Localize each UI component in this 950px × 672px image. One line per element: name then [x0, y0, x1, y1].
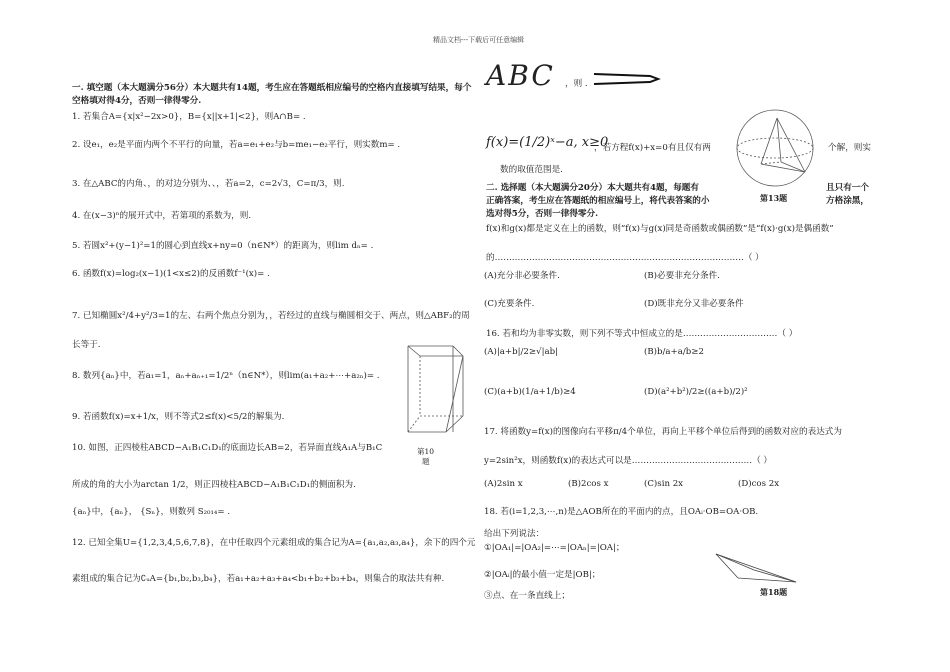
question-18-given: 给出下列说法： [484, 529, 545, 539]
question-10-line1: 10. 如图，正四棱柱ABCD−A₁B₁C₁D₁的底面边长AB=2，若异面直线A₁A与B₁C [72, 443, 383, 453]
question-15-option-b: (B)必要非充分条件. [644, 271, 720, 281]
q14-end: 数的取值范围是. [500, 165, 563, 175]
question-18-statement-2: ②|OAᵢ|的最小值一定是|OB|； [484, 570, 601, 580]
section1-heading-line1: 一. 填空题（本大题满分56分）本大题共有14题，考生应在答题纸相应编号的空格内直接填写结果，每个 [72, 83, 472, 93]
question-16-option-a: (A)|a+b|/2≥√|ab| [484, 347, 558, 357]
question-18: 18. 若(i=1,2,3,⋯,n)是△AOB所在的平面内的点，且OAᵢ·OB=OA·OB. [484, 507, 759, 517]
question-18-statement-3: ③点、在一条直线上； [484, 591, 570, 601]
question-17-option-d: (D)cos 2x [738, 479, 780, 489]
section2-heading-line4: 方格涂黑， [826, 196, 869, 206]
q14-tail: 个解，则实 [828, 143, 871, 153]
question-17-line2: y=2sin²x，则函数f(x)的表达式可以是……………………………………（ ） [484, 456, 773, 466]
figure-10-caption-1: 第10 [417, 447, 435, 456]
question-12-line2: 素组成的集合记为∁ᵤA={b₁,b₂,b₃,b₄}，若a₁+a₂+a₃+a₄<b₁+b₂+b₃+b₄，则集合的取法共有种. [72, 574, 445, 584]
question-15-line1: f(x)和g(x)都是定义在上的函数，则“f(x)与g(x)同是奇函数或偶函数”是“f(x)·g(x)是偶函数” [486, 224, 834, 234]
question-7-line1: 7. 已知椭圆x²/4+y²/3=1的左、右两个焦点分别为，，若经过的直线与椭圆相交于、两点，则△ABF₂的周 [72, 311, 470, 321]
section1-heading-line2: 空格填对得4分，否则一律得零分. [72, 96, 202, 106]
question-15-option-c: (C)充要条件. [484, 299, 535, 309]
question-16-option-d: (D)(a²+b²)/2≥((a+b)/2)² [644, 387, 748, 397]
question-9: 9. 若函数f(x)=x+1/x，则不等式2≤f(x)<5/2的解集为. [72, 412, 285, 422]
section2-heading-line1: 二. 选择题（本大题满分20分）本大题共有4题，每题有 [486, 183, 699, 193]
question-15-line2: 的……………………………………………………………………………（ ） [486, 253, 764, 263]
section2-heading-line5: 选对得5分，否则一律得零分. [486, 209, 599, 219]
question-3: 3. 在△ABC的内角、，的对边分别为、、，若a=2，c=2√3，C=π/3，则. [72, 179, 345, 189]
figure-13-caption: 第13题 [760, 193, 788, 203]
question-15-option-a: (A)充分非必要条件. [484, 271, 560, 281]
question-16: 16. 若和均为非零实数，则下列不等式中恒成立的是……………………………（ ） [486, 329, 798, 339]
question-17-option-c: (C)sin 2x [644, 479, 684, 489]
figure-13-sphere [733, 104, 817, 194]
question-10-line2: 所成的角的大小为arctan 1/2，则正四棱柱ABCD−A₁B₁C₁D₁的侧面积为. [72, 480, 356, 490]
question-12-line1: 12. 已知全集U={1,2,3,4,5,6,7,8}，在中任取四个元素组成的集合记为A={a₁,a₂,a₃,a₄}，余下的四个元 [72, 538, 476, 548]
question-17-line1: 17. 将函数y=f(x)的图像向右平移π/4个单位，再向上平移个单位后得到的函数对应的表达式为 [484, 427, 842, 437]
question-8: 8. 数列{aₙ}中，若a₁=1，aₙ+aₙ₊₁=1/2ⁿ（n∈N*），则lim(a₁+a₂+⋯+a₂ₙ)= . [72, 371, 380, 381]
question-17-option-b: (B)2cos x [568, 479, 609, 489]
section2-heading-line2: 且只有一个 [826, 183, 869, 193]
question-16-option-b: (B)b/a+a/b≥2 [644, 347, 704, 357]
figure-10-caption-2: 题 [422, 457, 430, 466]
question-1: 1. 若集合A={x|x²−2x>0}，B={x||x+1|<2}，则A∩B= . [72, 112, 306, 122]
page-header: 精品文档---下载后可任意编辑 [433, 36, 525, 44]
abc-suffix: ，则 . [565, 79, 588, 89]
question-4: 4. 在(x−3)ⁿ的展开式中，若第项的系数为，则. [72, 211, 252, 221]
question-7-line2: 长等于. [72, 340, 101, 350]
section2-heading-line3: 正确答案，考生应在答题纸的相应编号上，将代表答案的小 [486, 196, 710, 206]
q14-expression: f(x)=(1/2)ˣ−a, x≥0 [486, 135, 609, 150]
abc-vector-heading: ABC [486, 59, 555, 92]
question-11: {aₙ}中，{aₙ}， {Sₙ}，则数列 S₂₀₁₄= . [72, 507, 231, 517]
figure-18-caption: 第18题 [760, 587, 788, 597]
vector-arrow-shape [592, 70, 662, 86]
question-5: 5. 若圆x²+(y−1)²=1的圆心到直线x+ny=0（n∈N*）的距离为，则lim dₙ= . [72, 241, 374, 251]
question-6: 6. 函数f(x)=log₂(x−1)(1<x≤2)的反函数f⁻¹(x)= . [72, 269, 270, 279]
question-17-option-a: (A)2sin x [484, 479, 523, 489]
q14-text: ，若方程f(x)+x=0有且仅有两 [594, 143, 711, 153]
figure-10-prism [398, 336, 468, 448]
figure-18-triangle [712, 550, 802, 586]
question-18-statement-1: ①|OA₁|=|OA₂|=⋯=|OAₙ|=|OA|； [484, 543, 625, 553]
question-15-option-d: (D)既非充分又非必要条件 [644, 299, 744, 309]
question-16-option-c: (C)(a+b)(1/a+1/b)≥4 [484, 387, 576, 397]
question-2: 2. 设e₁，e₂是平面内两个不平行的向量，若a=e₁+e₂与b=me₁−e₂平行，则实数m= . [72, 140, 401, 150]
